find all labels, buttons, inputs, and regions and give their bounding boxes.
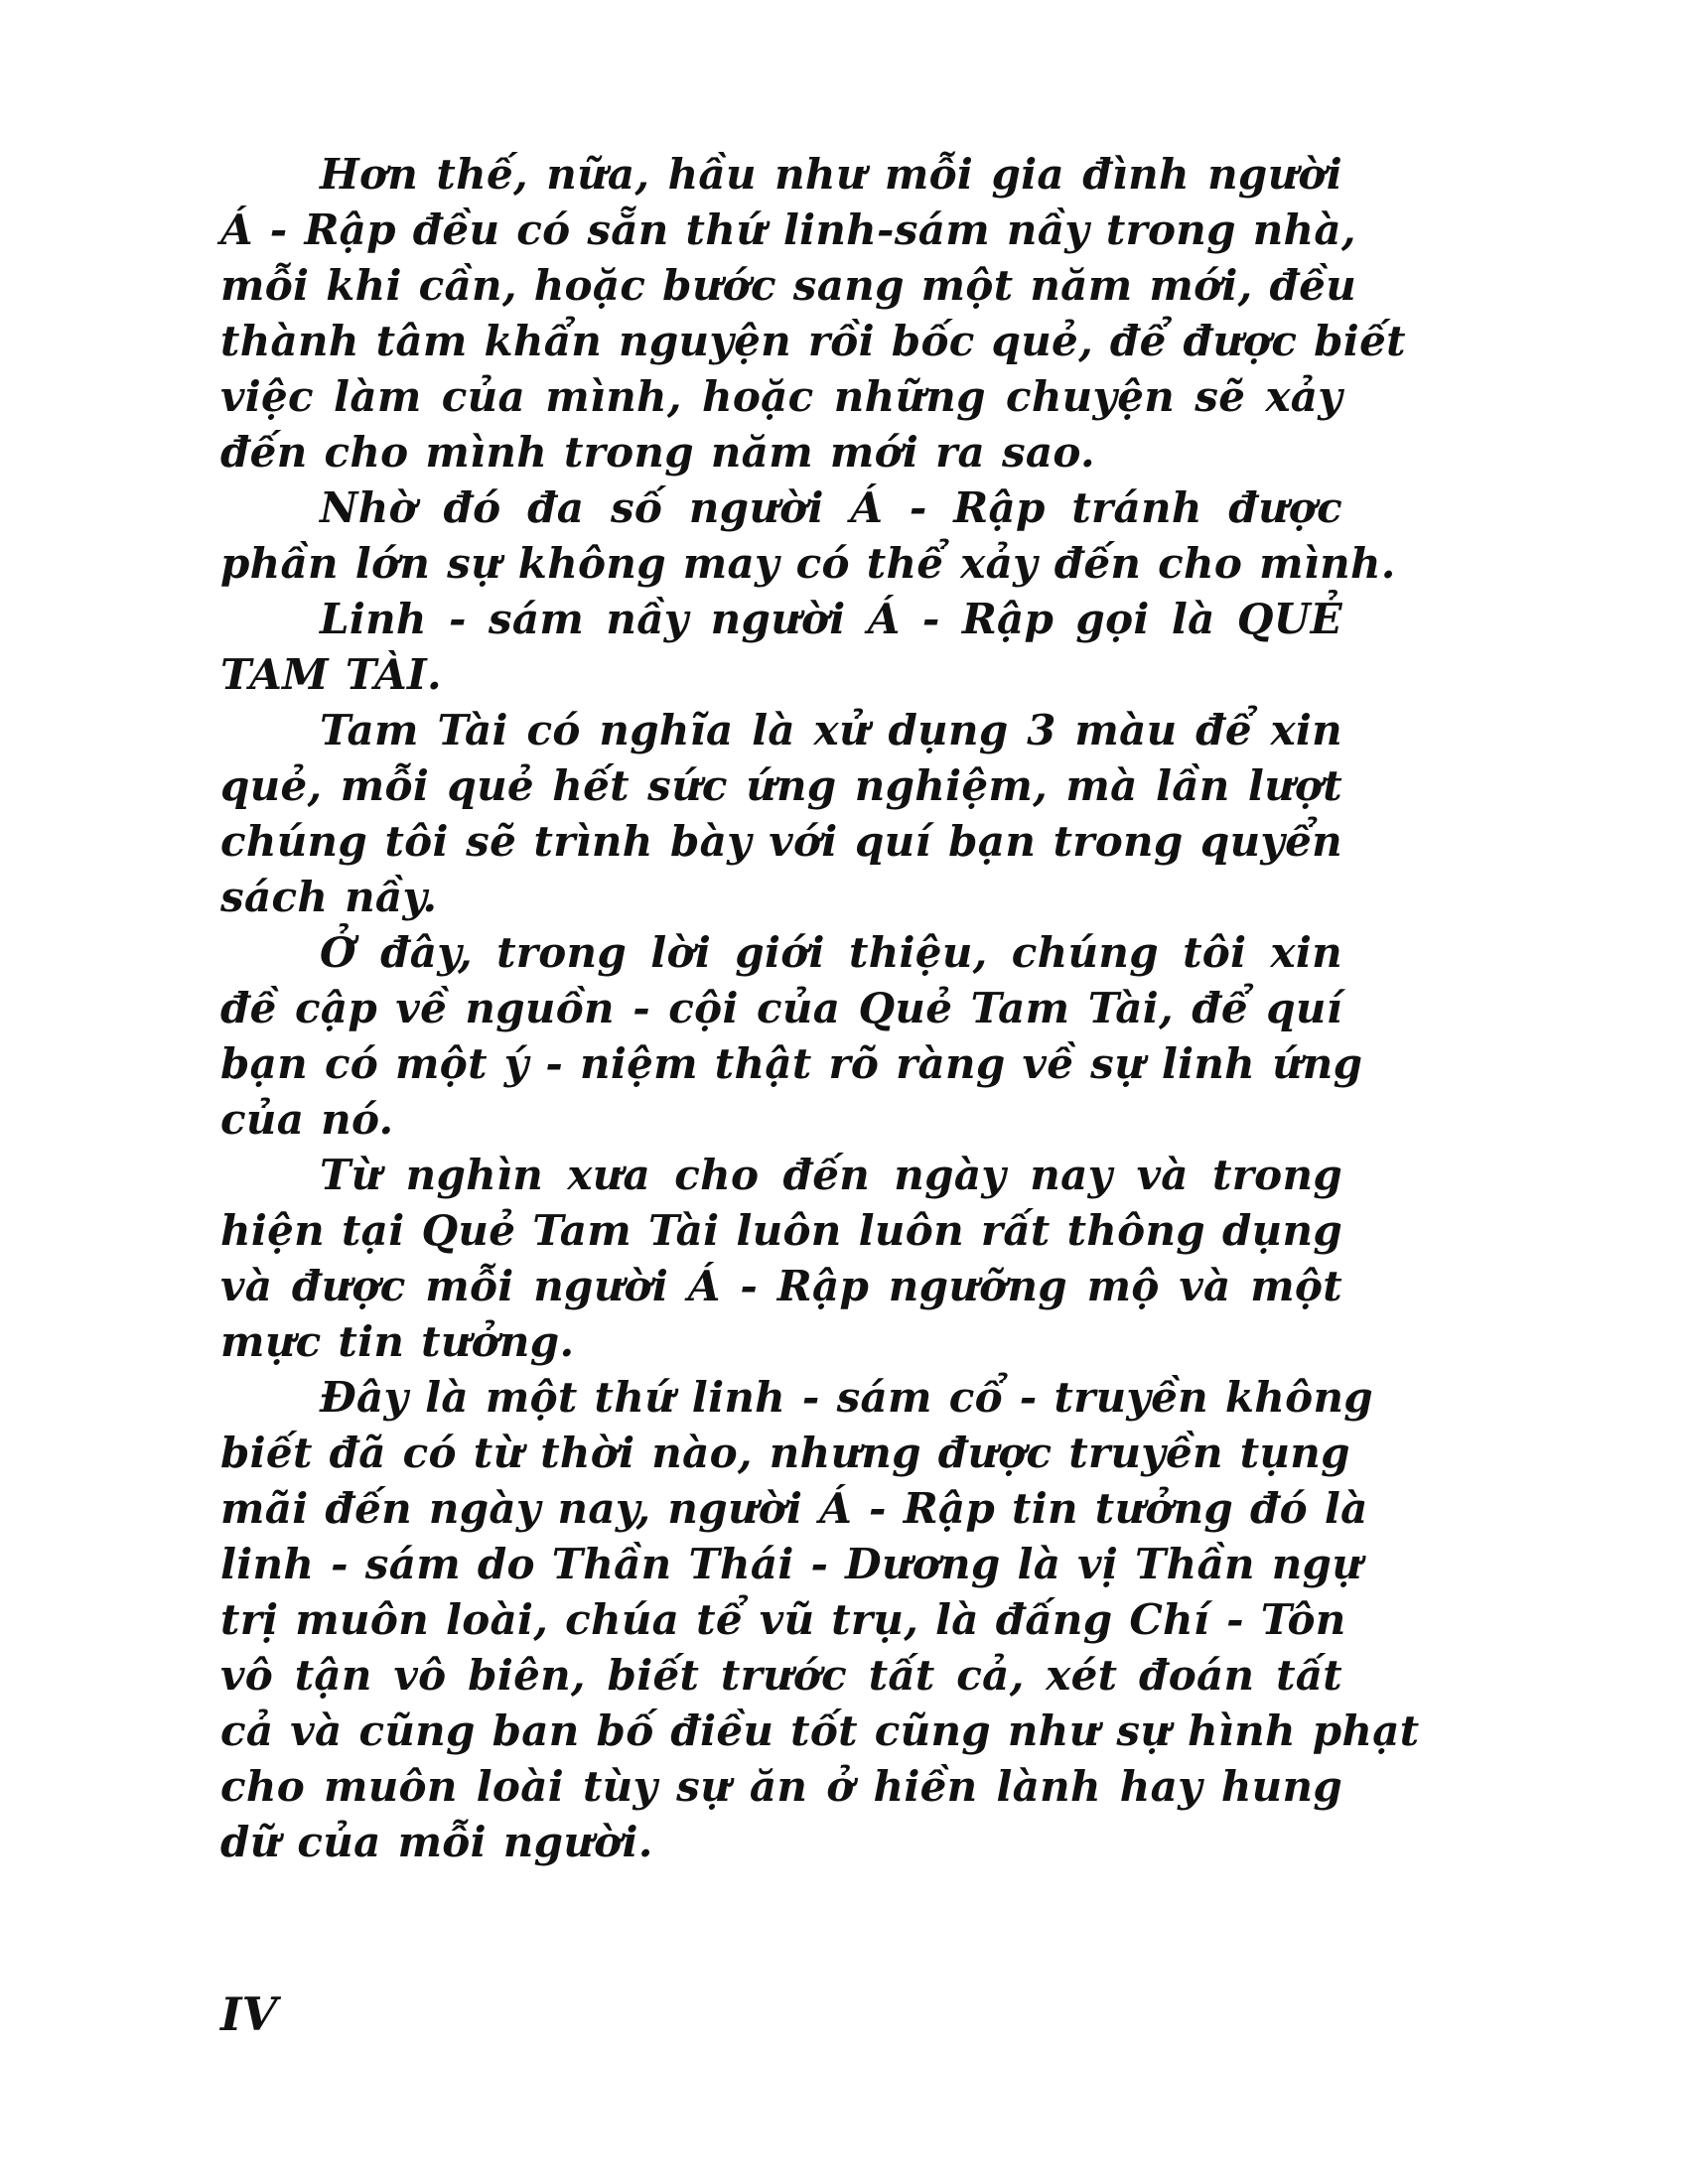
- text-line: và được mỗi người Á - Rập ngưỡng mộ và một: [220, 1262, 1342, 1310]
- text-line: mãi đến ngày nay, người Á - Rập tin tưởng đó là: [220, 1484, 1368, 1533]
- text-line: dữ của mỗi người.: [220, 1818, 653, 1866]
- text-line: Hơn thế, nữa, hầu như mỗi gia đình người: [320, 150, 1342, 199]
- text-line: thành tâm khẩn nguyện rồi bốc quẻ, để được biết: [220, 317, 1406, 365]
- text-line: đề cập về nguồn - cội của Quẻ Tam Tài, để quí: [220, 984, 1342, 1032]
- page-number: IV: [220, 1987, 278, 2041]
- text-line: Linh - sám nầy người Á - Rập gọi là QUẺ: [320, 595, 1342, 643]
- text-line: chúng tôi sẽ trình bày với quí bạn trong quyển: [220, 817, 1342, 866]
- text-line: bạn có một ý - niệm thật rõ ràng về sự linh ứng: [220, 1039, 1363, 1088]
- paragraph: [220, 592, 1342, 703]
- text-line: Tam Tài có nghĩa là xử dụng 3 màu để xin: [320, 706, 1342, 754]
- text-line: trị muôn loài, chúa tể vũ trụ, là đấng Chí - Tôn: [220, 1595, 1346, 1644]
- paragraph: [220, 703, 1342, 925]
- paragraph: [220, 925, 1363, 1148]
- text-line: việc làm của mình, hoặc những chuyện sẽ xảy: [220, 372, 1342, 421]
- text-line: hiện tại Quẻ Tam Tài luôn luôn rất thông dụng: [220, 1206, 1342, 1255]
- paragraph: [220, 1370, 1420, 1870]
- paragraph: [220, 1148, 1342, 1370]
- text-line: cả và cũng ban bố điều tốt cũng như sự hình phạt: [220, 1706, 1420, 1755]
- text-line: Đây là một thứ linh - sám cổ - truyền không: [320, 1373, 1373, 1422]
- text-line: Nhờ đó đa số người Á - Rập tránh được: [320, 483, 1342, 532]
- text-line: cho muôn loài tùy sự ăn ở hiền lành hay hung: [220, 1762, 1342, 1811]
- text-line: Từ nghìn xưa cho đến ngày nay và trong: [320, 1151, 1342, 1199]
- text-line: đến cho mình trong năm mới ra sao.: [220, 428, 1095, 477]
- text-line: TAM TÀI.: [220, 650, 442, 699]
- text-line: phần lớn sự không may có thể xảy đến cho mình.: [220, 539, 1396, 588]
- body-text: [220, 147, 1420, 1870]
- text-line: vô tận vô biên, biết trước tất cả, xét đoán tất: [220, 1651, 1342, 1700]
- paragraph: [220, 480, 1396, 592]
- text-line: sách nầy.: [220, 873, 438, 921]
- paragraph: [220, 147, 1406, 480]
- text-line: Á - Rập đều có sẵn thứ linh-sám nầy trong nhà,: [220, 205, 1356, 254]
- text-line: mực tin tưởng.: [220, 1317, 575, 1366]
- text-line: mỗi khi cần, hoặc bước sang một năm mới, đều: [220, 261, 1357, 310]
- text-line: của nó.: [220, 1095, 394, 1144]
- text-line: Ở đây, trong lời giới thiệu, chúng tôi xin: [320, 928, 1342, 977]
- text-line: linh - sám do Thần Thái - Dương là vị Thần ngự: [220, 1540, 1363, 1588]
- text-line: quẻ, mỗi quẻ hết sức ứng nghiệm, mà lần lượt: [220, 761, 1342, 810]
- text-line: biết đã có từ thời nào, nhưng được truyền tụng: [220, 1429, 1350, 1477]
